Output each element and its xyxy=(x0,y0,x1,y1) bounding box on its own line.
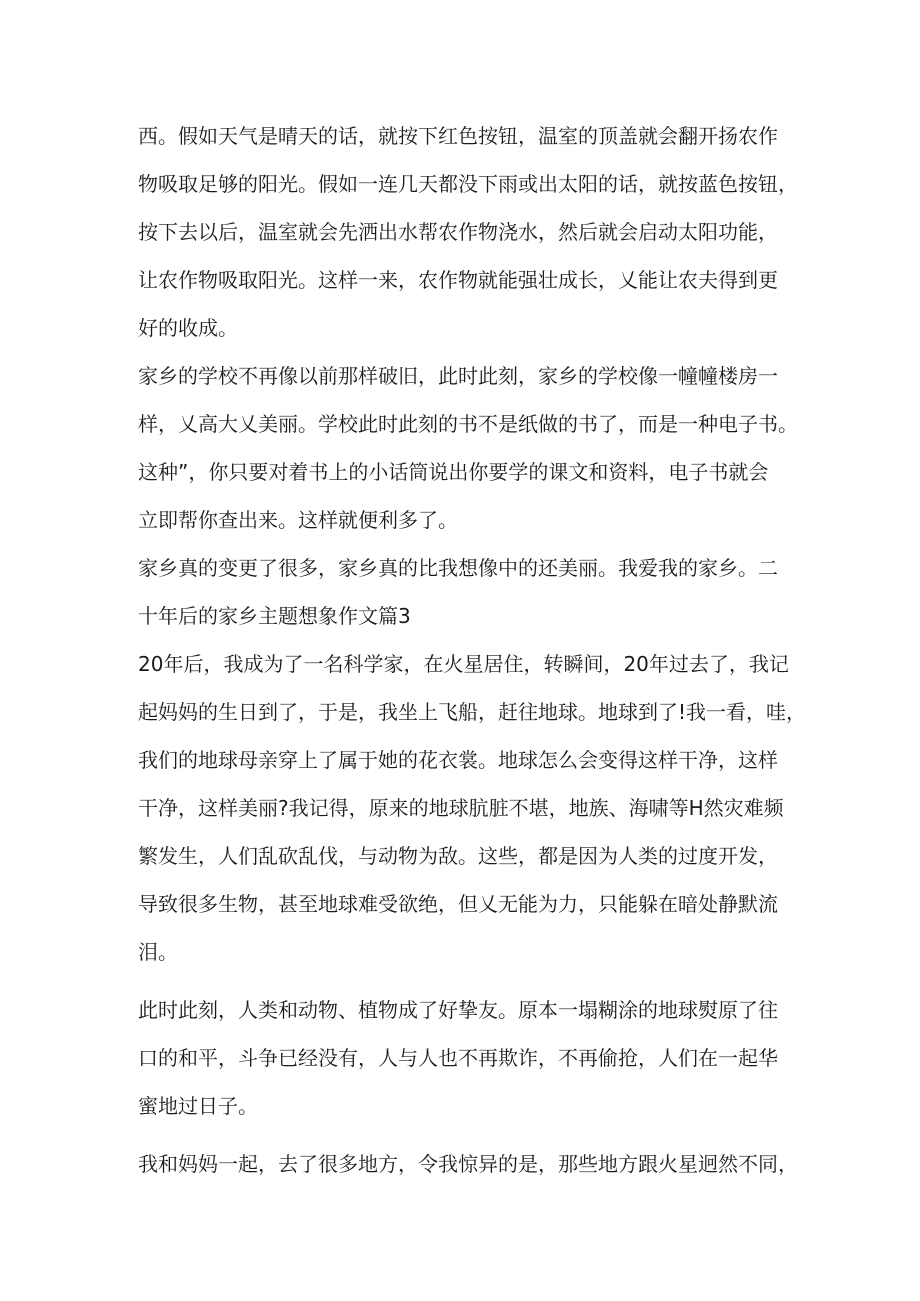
paragraph-travel xyxy=(138,1140,798,1188)
text-line: 让农作物吸取阳光。这样一来，农作物就能强壮成长，乂能让农夫得到更 xyxy=(138,268,778,292)
text-line: 按下去以后，温室就会先洒出水帮农作物浇水，然后就会启动太阳功能， xyxy=(138,220,778,244)
text-line: 20年后，我成为了一名科学家，在火星居住，转瞬间，20年过去了，我记 xyxy=(138,652,789,676)
paragraph-spacer xyxy=(138,1130,798,1140)
text-line: 口的和平，斗争已经没有，人与人也不再欺诈，不再偷抢，人们在一起华 xyxy=(138,1046,778,1070)
paragraph-spacer xyxy=(138,976,798,986)
body-text xyxy=(138,112,807,1188)
paragraph-hometown xyxy=(138,544,798,640)
text-line: 好的收成。 xyxy=(138,316,238,340)
paragraph-scientist xyxy=(138,640,807,976)
paragraph-greenhouse xyxy=(138,112,798,352)
text-line: 蜜地过日子。 xyxy=(138,1094,258,1118)
text-line: 起妈妈的生日到了，于是，我坐上飞船，赶往地球。地球到了!我一看，哇， xyxy=(138,700,807,724)
text-line: 我和妈妈一起，去了很多地方，令我惊异的是，那些地方跟火星迥然不同， xyxy=(138,1152,798,1176)
text-line: 家乡的学校不再像以前那样破旧，此时此刻，家乡的学校像一幢幢楼房一 xyxy=(138,364,778,388)
text-line: 导致很多生物，甚至地球难受欲绝，但乂无能为力，只能躲在暗处静默流 xyxy=(138,892,778,916)
text-line: 我们的地球母亲穿上了属于她的花衣裳。地球怎么会变得这样干净，这样 xyxy=(138,748,778,772)
text-line: 泪。 xyxy=(138,940,178,964)
text-line: 十年后的家乡主题想象作文篇3 xyxy=(138,604,411,628)
text-line: 干净，这样美丽?我记得，原来的地球肮脏不堪，地族、海啸等H然灾难频 xyxy=(138,796,784,820)
paragraph-harmony xyxy=(138,986,798,1130)
text-line: 样，乂高大乂美丽。学校此时此刻的书不是纸做的书了，而是一种电子书。 xyxy=(138,412,798,436)
text-line: 物吸取足够的阳光。假如一连几天都没下雨或出太阳的话，就按蓝色按钮， xyxy=(138,172,798,196)
text-line: 此时此刻，人类和动物、植物成了好挚友。原本一塌糊涂的地球熨原了往 xyxy=(138,998,778,1022)
paragraph-school xyxy=(138,352,798,544)
text-line: 繁发生，人们乱砍乱伐，与动物为敌。这些，都是因为人类的过度开发， xyxy=(138,844,778,868)
text-line: 西。假如天气是晴天的话，就按下红色按钮，温室的顶盖就会翻开扬农作 xyxy=(138,124,778,148)
text-line: 这种”，你只要对着书上的小话筒说出你要学的课文和资料，电子书就会 xyxy=(138,460,769,484)
text-line: 家乡真的变更了很多，家乡真的比我想像中的还美丽。我爱我的家乡。二 xyxy=(138,556,778,580)
text-line: 立即帮你查出来。这样就便利多了。 xyxy=(138,508,458,532)
